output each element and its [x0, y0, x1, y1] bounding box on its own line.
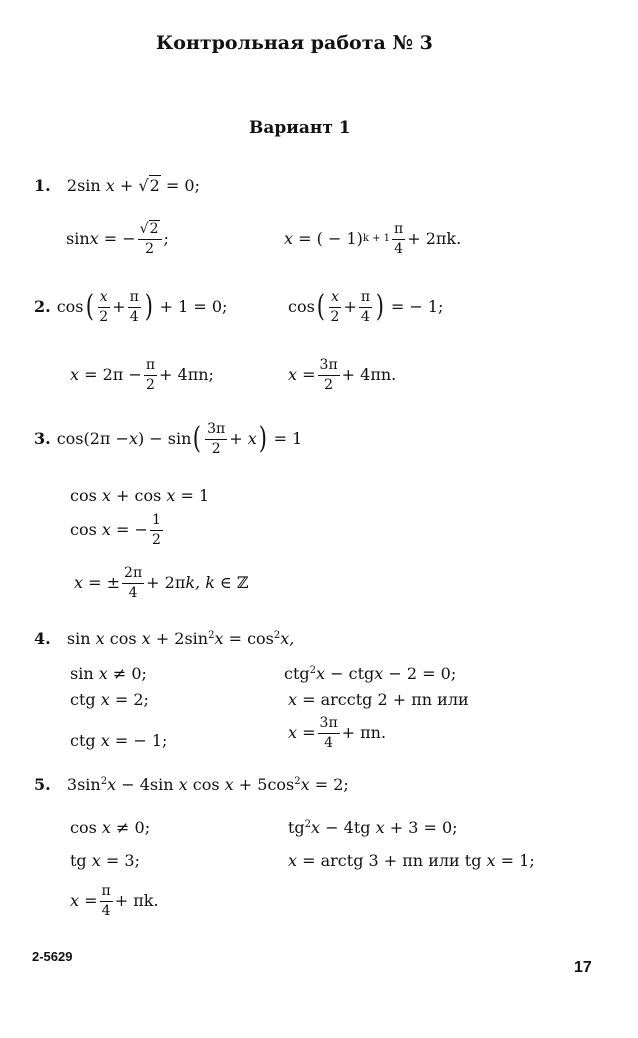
fraction: $\frac{3\pi}{4}$	[319, 715, 338, 751]
problem-5-row-2-right: x = arctg 3 + πn или tg x = 1;	[288, 851, 535, 870]
page-title: Контрольная работа № 3	[156, 32, 433, 54]
problem-2-solution-right: x = $\frac{3\pi}{2}$ + 4πn.	[288, 357, 397, 393]
problem-3-step-2: cos x = − $\frac{1}{2}$	[70, 512, 161, 548]
problem-5-answer: x = $\frac{\pi}{4}$ + πk.	[70, 883, 159, 919]
problem-4-row-2-right: x = arcctg 2 + πn или	[288, 690, 469, 709]
problem-1-step-right: x = ( − 1) k + 1 $\frac{\pi}{4}$ + 2πk.	[284, 221, 462, 257]
fraction: $\frac{2\pi}{4}$	[124, 565, 143, 601]
problem-number: 3.	[34, 429, 51, 449]
problem-4-row-1-right: ctg$^2$x − ctgx − 2 = 0;	[284, 664, 457, 683]
variant-heading: Вариант 1	[249, 118, 351, 138]
fraction: $\frac{3\pi}{2}$	[207, 421, 226, 457]
problem-5-equation: 5. $3\sin^2x - 4\sin$ x $\cos x + 5\cos^2x = 2$;	[34, 775, 349, 794]
problem-4-equation: 4. sin x $\cos x + 2\sin^2x = \cos^2x$,	[34, 629, 295, 648]
problem-4-row-1-left: sin x ≠ 0;	[70, 664, 147, 683]
fraction: $\frac{x}{2}$	[330, 289, 340, 325]
problem-3-step-3: x = ± $\frac{2\pi}{4}$ + 2π k, k ∈ ℤ	[74, 565, 249, 601]
problem-5-row-2-left: tg x = 3;	[70, 851, 140, 870]
fraction: $\frac{1}{2}$	[151, 512, 161, 548]
fraction: $\frac{x}{2}$	[99, 289, 109, 325]
fraction: $\frac{\pi}{4}$	[129, 289, 139, 325]
problem-1-step-left: sin x = − $\frac{√2}{2}$ ;	[66, 221, 169, 257]
problem-number: 2.	[34, 297, 51, 317]
fraction: $\frac{\pi}{4}$	[360, 289, 371, 325]
problem-number: 1.	[34, 176, 51, 195]
page-number: 17	[574, 959, 592, 976]
fraction: $\frac{\pi}{4}$	[101, 883, 111, 919]
problem-4-row-3-left: ctg x = − 1;	[70, 731, 168, 750]
problem-3-step-1: cos x + cos x = 1	[70, 486, 210, 505]
print-code: 2-5629	[32, 949, 73, 964]
sqrt-symbol: √2	[138, 176, 160, 195]
problem-2-solution-left: x = 2π − $\frac{\pi}{2}$ + 4πn;	[70, 357, 214, 393]
problem-5-row-1-left: cos x ≠ 0;	[70, 818, 151, 837]
problem-2-equation-right: cos ( $\frac{x}{2}$ + $\frac{\pi}{4}$ ) = − 1;	[288, 289, 444, 325]
problem-number: 5.	[34, 775, 51, 794]
fraction: $\frac{√2}{2}$	[138, 222, 162, 256]
fraction: $\frac{\pi}{2}$	[145, 357, 156, 393]
fraction: $\frac{\pi}{4}$	[394, 221, 404, 257]
problem-2-equation-left: 2. cos ( $\frac{x}{2}$ + $\frac{\pi}{4}$ ) + 1 = 0;	[34, 289, 228, 325]
problem-1-equation: 1. 2sin x + √2 = 0;	[34, 176, 200, 195]
problem-number: 4.	[34, 629, 51, 648]
problem-4-row-2-left: ctg x = 2;	[70, 690, 149, 709]
problem-3-equation: 3. cos(2π − x ) − sin ( $\frac{3\pi}{2}$ + x ) = 1	[34, 421, 303, 457]
fraction: $\frac{3\pi}{2}$	[319, 357, 338, 393]
problem-4-row-3-right: x = $\frac{3\pi}{4}$ + πn.	[288, 715, 387, 751]
problem-5-row-1-right: $tg^2x - 4tg$ x + 3 = 0;	[288, 818, 458, 837]
